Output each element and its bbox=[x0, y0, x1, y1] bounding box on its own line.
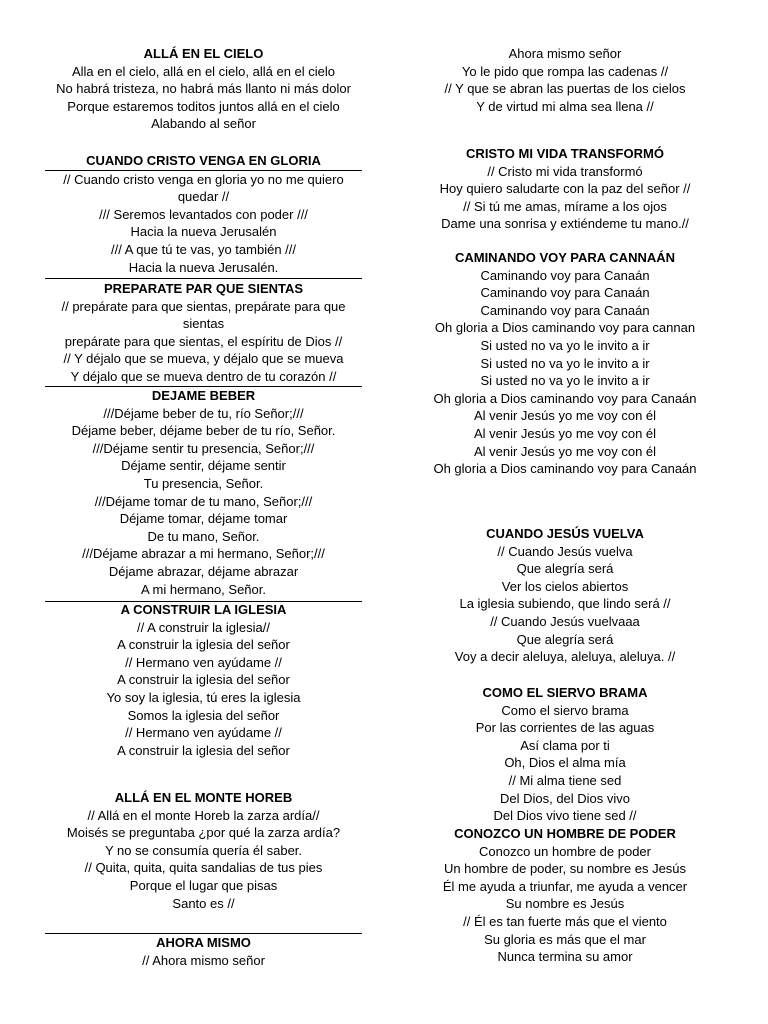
lyric-line: Un hombre de poder, su nombre es Jesús bbox=[443, 861, 687, 877]
lyric-line: Moisés se preguntaba ¿por qué la zarza ardía? bbox=[66, 825, 341, 841]
lyric-line: quedar // bbox=[177, 189, 230, 205]
song-title: ALLÁ EN EL CIELO bbox=[143, 46, 264, 61]
lyric-line: Al venir Jesús yo me voy con él bbox=[473, 443, 657, 459]
lyric-line: // Mi alma tiene sed bbox=[508, 772, 622, 788]
lyric-line: // Quita, quita, quita sandalias de tus pies bbox=[84, 860, 323, 876]
song-caminando-voy bbox=[405, 249, 725, 478]
lyric-line: Y no se consumía quería él saber. bbox=[104, 842, 303, 858]
song-title: ALLÁ EN EL MONTE HOREB bbox=[114, 790, 293, 805]
lyric-line: Santo es // bbox=[172, 895, 235, 911]
lyric-line: Alabando al señor bbox=[151, 116, 256, 132]
lyric-line: Del Dios, del Dios vivo bbox=[499, 790, 631, 806]
lyric-line: // Cuando cristo venga en gloria yo no me quiero bbox=[63, 171, 344, 187]
lyric-line: Caminando voy para Canaán bbox=[480, 267, 650, 283]
lyric-line: Como el siervo brama bbox=[501, 702, 629, 718]
lyric-line: Al venir Jesús yo me voy con él bbox=[473, 408, 657, 424]
lyric-line: // Allá en el monte Horeb la zarza ardía// bbox=[87, 807, 320, 823]
song-title: A CONSTRUIR LA IGLESIA bbox=[120, 602, 287, 617]
lyric-line: Conozco un hombre de poder bbox=[478, 843, 651, 859]
lyric-line: Y de virtud mi alma sea llena // bbox=[476, 98, 654, 114]
lyric-line: A construir la iglesia del señor bbox=[117, 637, 290, 653]
song-cuando-cristo-venga bbox=[45, 152, 362, 276]
song-dejame-beber bbox=[45, 387, 362, 598]
lyric-line: Él me ayuda a triunfar, me ayuda a vencer bbox=[442, 878, 688, 894]
lyric-line: Caminando voy para Canaán bbox=[480, 302, 650, 318]
lyric-line: Oh gloria a Dios caminando voy para cannan bbox=[434, 320, 696, 336]
lyric-line: Caminando voy para Canaán bbox=[480, 285, 650, 301]
song-cristo-mi-vida bbox=[405, 145, 725, 233]
lyric-line: Porque estaremos toditos juntos allá en el cielo bbox=[67, 98, 340, 114]
song-conozco-un-hombre bbox=[405, 825, 725, 966]
lyric-line: // Él es tan fuerte más que el viento bbox=[463, 913, 667, 929]
lyric-line: Que alegría será bbox=[516, 561, 614, 577]
lyric-line: Ahora mismo señor bbox=[508, 46, 622, 61]
song-title: CRISTO MI VIDA TRANSFORMÓ bbox=[466, 146, 664, 161]
lyric-line: Su gloria es más que el mar bbox=[484, 931, 646, 947]
lyric-line: A mi hermano, Señor. bbox=[140, 581, 266, 597]
song-title: AHORA MISMO bbox=[156, 935, 251, 950]
lyric-line: ///Déjame abrazar a mi hermano, Señor;/// bbox=[82, 546, 325, 562]
lyric-line: Si usted no va yo le invito a ir bbox=[480, 355, 650, 371]
lyric-line: // prepárate para que sientas, prepárate para que bbox=[61, 298, 346, 314]
lyric-line: Al venir Jesús yo me voy con él bbox=[473, 425, 657, 441]
lyric-line: ///Déjame beber de tu, río Señor;/// bbox=[103, 405, 304, 421]
lyric-line: // Cuando Jesús vuelva bbox=[497, 543, 633, 559]
lyric-line: Oh gloria a Dios caminando voy para Canaán bbox=[433, 461, 697, 477]
lyric-line: // Hermano ven ayúdame // bbox=[125, 654, 282, 670]
lyric-line: Hacia la nueva Jerusalén bbox=[130, 224, 277, 240]
lyric-line: Ver los cielos abiertos bbox=[501, 578, 629, 594]
song-ahora-mismo-continued bbox=[405, 45, 725, 115]
lyric-line: /// Seremos levantados con poder /// bbox=[99, 206, 308, 222]
song-title: PREPARATE PAR QUE SIENTAS bbox=[103, 281, 304, 296]
lyric-line: // Hermano ven ayúdame // bbox=[125, 725, 282, 741]
song-title: CAMINANDO VOY PARA CANNAÁN bbox=[454, 250, 676, 265]
lyric-line: // Si tú me amas, mírame a los ojos bbox=[463, 198, 667, 214]
song-como-el-siervo-brama bbox=[405, 684, 725, 825]
lyric-line: Yo soy la iglesia, tú eres la iglesia bbox=[106, 689, 301, 705]
lyric-line: Oh, Dios el alma mía bbox=[504, 755, 626, 771]
lyric-line: // Ahora mismo señor bbox=[142, 952, 265, 968]
song-cuando-jesus-vuelva bbox=[405, 525, 725, 666]
lyric-line: Tu presencia, Señor. bbox=[143, 475, 264, 491]
lyric-line: ///Déjame sentir tu presencia, Señor;/// bbox=[92, 440, 315, 456]
lyric-line: Hoy quiero saludarte con la paz del señor // bbox=[439, 181, 691, 197]
lyric-line: // Cristo mi vida transformó bbox=[487, 163, 643, 179]
lyric-line: prepárate para que sientas, el espíritu de Dios // bbox=[64, 333, 343, 349]
lyric-line: Y déjalo que se mueva dentro de tu corazón // bbox=[70, 368, 337, 384]
lyric-line: Que alegría será bbox=[516, 631, 614, 647]
song-a-construir-la-iglesia bbox=[45, 601, 362, 759]
lyric-line: // Cuando Jesús vuelvaaa bbox=[490, 613, 640, 629]
song-monte-horeb bbox=[45, 789, 362, 912]
lyric-line: Alla en el cielo, allá en el cielo, allá en el cielo bbox=[71, 63, 336, 79]
lyric-line: Del Dios vivo tiene sed // bbox=[493, 808, 637, 824]
lyric-line: Déjame sentir, déjame sentir bbox=[121, 458, 286, 474]
lyric-line: De tu mano, Señor. bbox=[147, 528, 260, 544]
lyric-line: // Y déjalo que se mueva, y déjalo que se mueva bbox=[63, 351, 344, 367]
lyric-line: Nunca termina su amor bbox=[497, 949, 633, 965]
song-alla-en-el-cielo bbox=[45, 45, 362, 133]
lyric-line: // Y que se abran las puertas de los cielos bbox=[444, 81, 686, 97]
lyric-line: sientas bbox=[182, 316, 225, 332]
lyric-line: Hacia la nueva Jerusalén. bbox=[128, 259, 279, 275]
lyric-line: Dame una sonrisa y extiéndeme tu mano.// bbox=[441, 216, 689, 232]
song-title: COMO EL SIERVO BRAMA bbox=[482, 685, 648, 700]
lyric-line: Por las corrientes de las aguas bbox=[475, 720, 655, 736]
lyric-line: No habrá tristeza, no habrá más llanto ni más dolor bbox=[56, 81, 351, 97]
lyric-line: /// A que tú te vas, yo también /// bbox=[111, 241, 296, 257]
lyric-line: Su nombre es Jesús bbox=[505, 896, 625, 912]
song-title: CUANDO JESÚS VUELVA bbox=[486, 526, 644, 541]
lyric-line: ///Déjame tomar de tu mano, Señor;/// bbox=[94, 493, 313, 509]
song-preparate bbox=[45, 280, 362, 386]
lyric-line: Déjame tomar, déjame tomar bbox=[119, 511, 288, 527]
lyric-line: A construir la iglesia del señor bbox=[117, 742, 290, 758]
lyric-line: Oh gloria a Dios caminando voy para Canaán bbox=[433, 390, 697, 406]
lyric-line: Voy a decir aleluya, aleluya, aleluya. // bbox=[454, 649, 676, 665]
lyric-line: Si usted no va yo le invito a ir bbox=[480, 373, 650, 389]
lyric-line: Así clama por ti bbox=[520, 737, 610, 753]
lyric-line: Si usted no va yo le invito a ir bbox=[480, 337, 650, 353]
song-ahora-mismo bbox=[45, 934, 362, 969]
song-title: CONOZCO UN HOMBRE DE PODER bbox=[454, 826, 676, 841]
lyric-line: La iglesia subiendo, que lindo será // bbox=[459, 596, 671, 612]
lyric-line: Somos la iglesia del señor bbox=[127, 707, 280, 723]
lyric-line: Yo le pido que rompa las cadenas // bbox=[461, 63, 669, 79]
lyric-line: Porque el lugar que pisas bbox=[129, 877, 278, 893]
section-divider bbox=[45, 278, 362, 279]
song-title: CUANDO CRISTO VENGA EN GLORIA bbox=[86, 153, 321, 168]
lyric-line: // A construir la iglesia// bbox=[137, 619, 270, 635]
lyric-line: Déjame abrazar, déjame abrazar bbox=[108, 563, 299, 579]
song-title: DEJAME BEBER bbox=[151, 388, 256, 403]
lyric-line: Déjame beber, déjame beber de tu río, Señor. bbox=[71, 423, 336, 439]
lyric-line: A construir la iglesia del señor bbox=[117, 672, 290, 688]
